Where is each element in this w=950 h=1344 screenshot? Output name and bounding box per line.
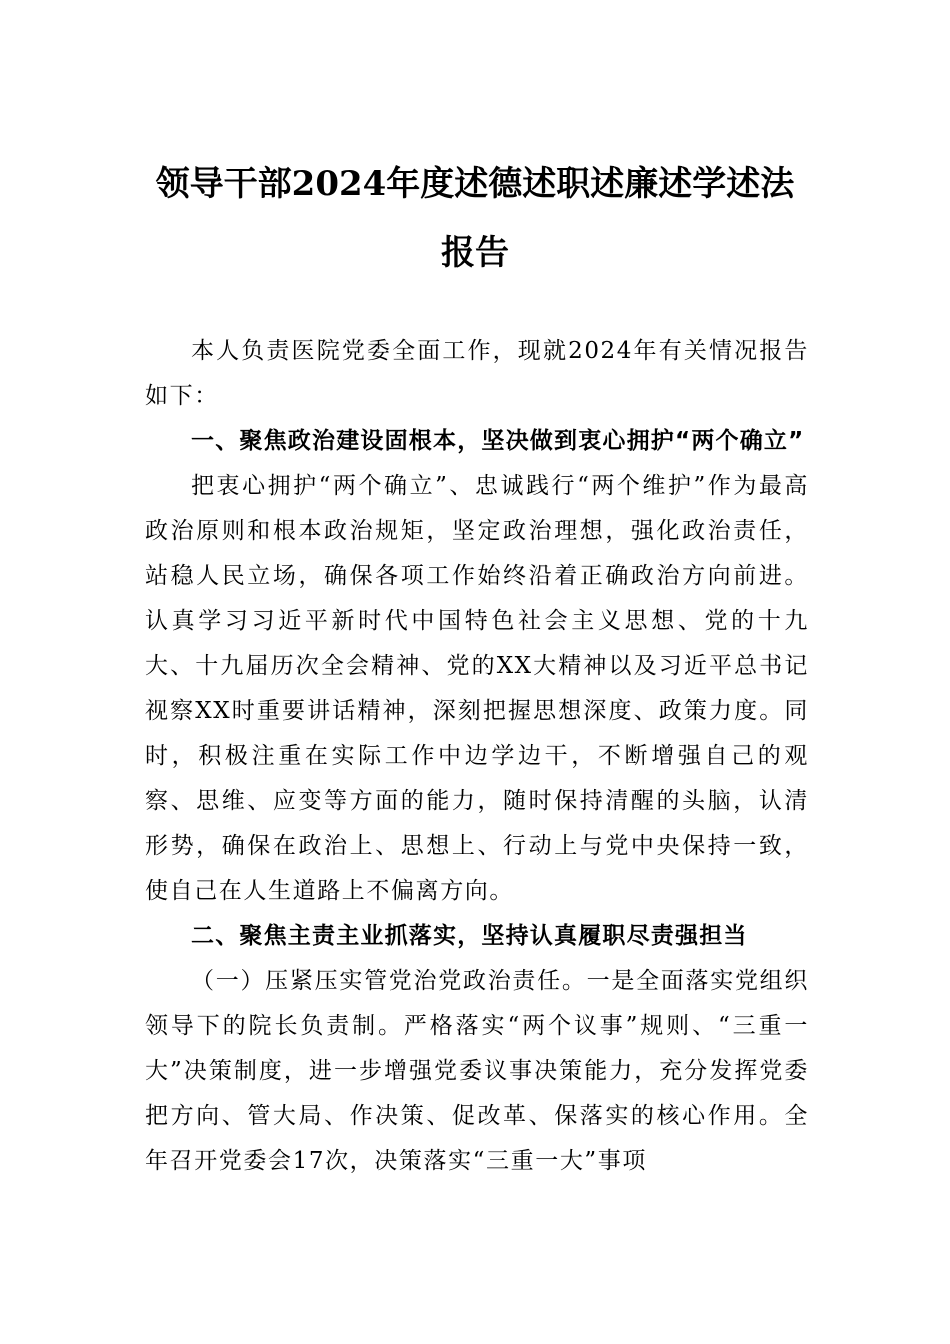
subsection-text: 一是全面落实党组织领导下的院长负责制。严格落实“两个议事”规则、“三重一大”决策制度，进一步增强党委议事决策能力，充分发挥党委把方向、管大局、作决策、促改革、保落实的核心作用。全年召开党委会17次，决策落实“三重一大”事项 [145,968,809,1174]
subsection-label: （一）压紧压实管党治党政治责任。 [191,968,587,994]
section-1-paragraph: 把衷心拥护“两个确立”、忠诚践行“两个维护”作为最高政治原则和根本政治规矩，坚定政治理想，强化政治责任，站稳人民立场，确保各项工作始终沿着正确政治方向前进。认真学习习近平新时代中国特色社会主义思想、党的十九大、十九届历次全会精神、党的XX大精神以及习近平总书记视察XX时重要讲话精神，深刻把握思想深度、政策力度。同时，积极注重在实际工作中边学边干，不断增强自己的观察、思维、应变等方面的能力，随时保持清醒的头脑，认清形势，确保在政治上、思想上、行动上与党中央保持一致，使自己在人生道路上不偏离方向。 [145,473,809,904]
document-body [145,329,809,1184]
document-title-line-2: 报告 [441,233,509,273]
section-2-heading: 二、聚焦主责主业抓落实，坚持认真履职尽责强担当 [191,923,748,949]
section-1-heading: 一、聚焦政治建设固根本，坚决做到衷心拥护“两个确立” [191,428,805,454]
intro-paragraph: 本人负责医院党委全面工作，现就2024年有关情况报告如下： [145,338,809,409]
document-title-line-1: 领导干部2024年度述德述职述廉述学述法 [155,164,795,204]
section-2-subsection-1 [145,959,809,1184]
